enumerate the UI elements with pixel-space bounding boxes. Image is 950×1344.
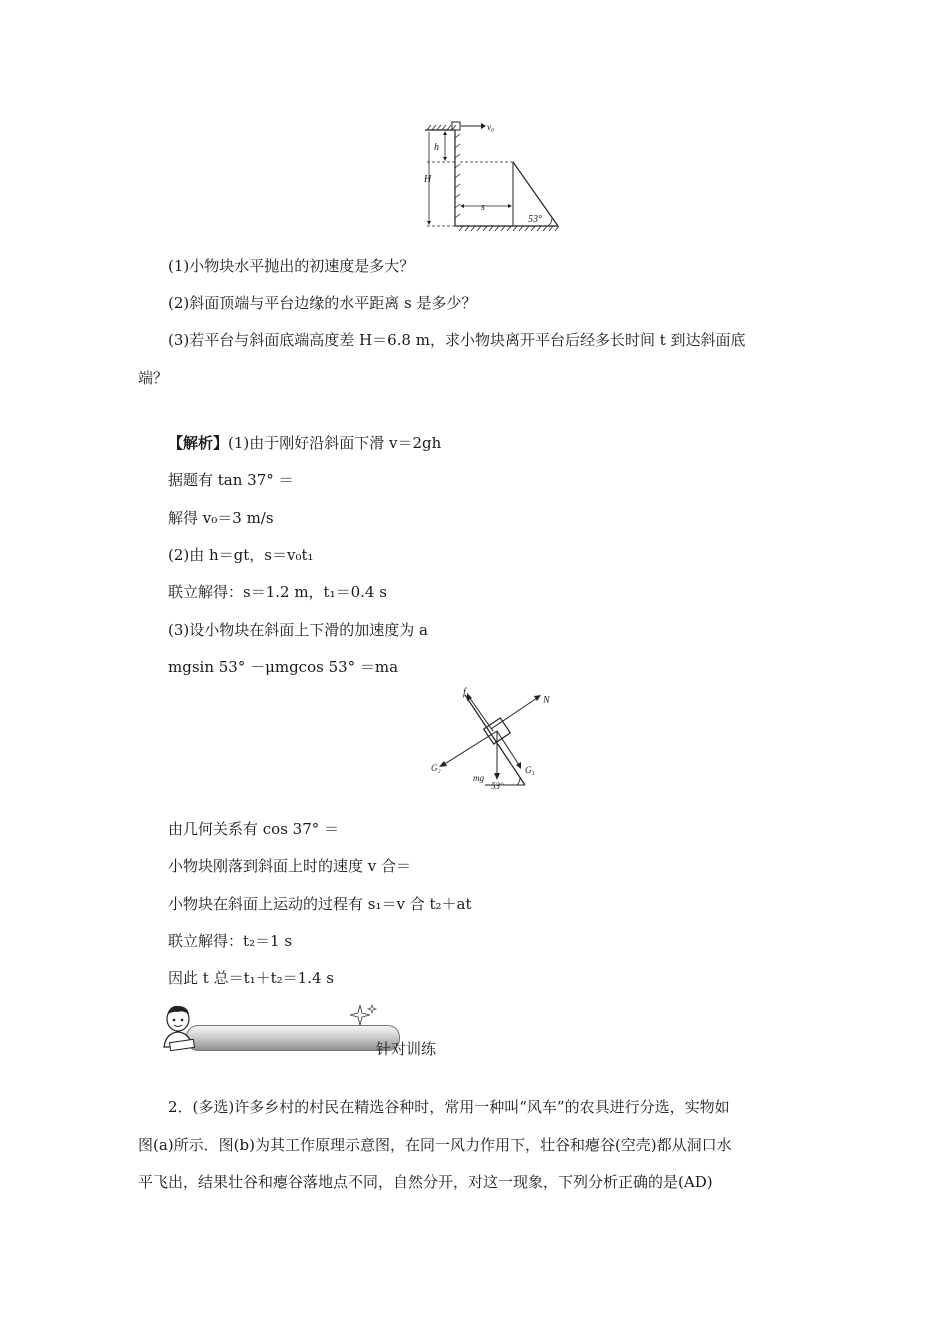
angle-label: 53° xyxy=(528,214,542,225)
solution-line-11: 联立解得：t₂＝1 s xyxy=(168,932,293,950)
N-label: N xyxy=(543,695,550,706)
s-label: s xyxy=(481,202,485,213)
h-label: h xyxy=(434,142,439,153)
mg-label: mg xyxy=(473,773,484,783)
solution-line-7: mgsin 53° －μmgcos 53° ＝ma xyxy=(168,658,399,676)
solution-line-4: (2)由 h＝gt，s＝v₀t₁ xyxy=(168,546,314,564)
solution-line-3: 解得 v₀＝3 m/s xyxy=(168,509,274,527)
H-label: H xyxy=(424,174,432,185)
f-label: f xyxy=(463,687,466,698)
training-banner xyxy=(156,1003,476,1063)
training-label: 针对训练 xyxy=(376,1040,437,1058)
G1-label: G₁ xyxy=(525,765,535,775)
solution-line-12: 因此 t 总＝t₁＋t₂＝1.4 s xyxy=(168,969,334,987)
student-cartoon-icon xyxy=(156,1003,204,1057)
v0-label: v₀ xyxy=(487,122,495,132)
solution-line-1 xyxy=(168,433,441,453)
solution-text-1: (1)由于刚好沿斜面下滑 v＝2gh xyxy=(228,434,442,452)
solution-line-10: 小物块在斜面上运动的过程有 s₁＝v 合 t₂＋at xyxy=(168,895,472,913)
angle2-label: 53° xyxy=(491,781,504,791)
solution-line-2: 据题有 tan 37° ＝ xyxy=(168,471,294,489)
sparkle-icon xyxy=(348,1003,378,1029)
problem2-line-3: 平飞出，结果壮谷和瘪谷落地点不同，自然分开，对这一现象，下列分析正确的是(AD) xyxy=(138,1173,713,1191)
problem2-line-2: 图(a)所示．图(b)为其工作原理示意图，在同一风力作用下，壮谷和瘪谷(空壳)都从洞口水 xyxy=(138,1136,732,1154)
force-diagram-figure xyxy=(425,685,565,795)
solution-line-5: 联立解得：s＝1.2 m，t₁＝0.4 s xyxy=(168,583,387,601)
problem2-line-1: 2．(多选)许多乡村的村民在精选谷种时，常用一种叫“风车”的农具进行分选，实物如 xyxy=(168,1098,730,1116)
question-2: (2)斜面顶端与平台边缘的水平距离 s 是多少？ xyxy=(168,294,477,312)
question-3: (3)若平台与斜面底端高度差 H＝6.8 m，求小物块离开平台后经多长时间 t 到达斜面底 xyxy=(168,331,746,349)
solution-line-9: 小物块刚落到斜面上时的速度 v 合＝ xyxy=(168,857,412,875)
solution-line-6: (3)设小物块在斜面上下滑的加速度为 a xyxy=(168,621,428,639)
question-3-continued: 端？ xyxy=(138,369,169,387)
G2-label: G₂ xyxy=(431,763,441,773)
solution-line-8: 由几何关系有 cos 37° ＝ xyxy=(168,820,340,838)
question-1: (1)小物块水平抛出的初速度是多大？ xyxy=(168,257,415,275)
solution-heading: 【解析】 xyxy=(168,434,229,452)
platform-incline-figure xyxy=(415,118,575,236)
